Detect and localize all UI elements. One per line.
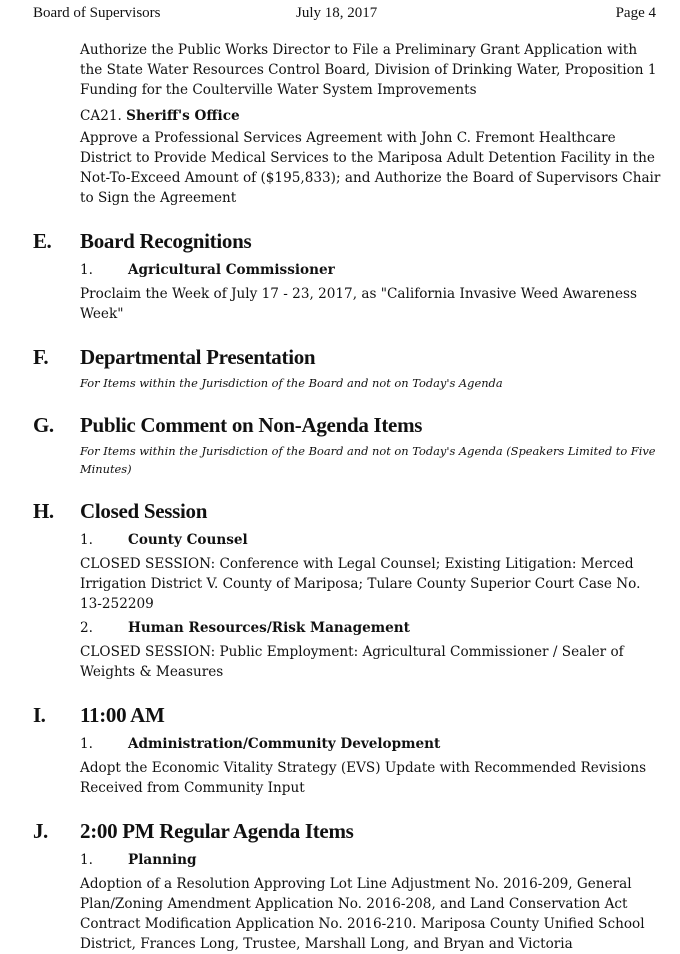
item-title: County Counsel (128, 532, 248, 548)
section-g-heading (33, 412, 663, 440)
section-h-item-1-heading (80, 530, 663, 550)
section-j-item-1-heading (80, 850, 663, 870)
section-h-letter: H. (33, 499, 54, 523)
section-h-title: Closed Session (80, 499, 208, 523)
section-i-title: 11:00 AM (80, 703, 165, 727)
section-h-item-2-heading (80, 618, 663, 638)
ca21-paragraph: Approve a Professional Services Agreement with John C. Fremont Healthcare District to Provide Medical Services to the Mariposa Adult Detention Facility in the Not-To-Exceed Amount of ($195,833); and Authorize the Board of Supervisors Chair to Sign the Agreement (80, 130, 661, 206)
section-f (33, 344, 663, 392)
section-g (33, 412, 663, 478)
ca21-code: CA21. (80, 108, 122, 124)
section-j-letter: J. (33, 819, 48, 843)
section-e-heading (33, 228, 663, 256)
item-number: 1. (80, 852, 93, 868)
header-board-title: Board of Supervisors (33, 5, 161, 21)
section-e (33, 228, 663, 324)
section-j-item-1-text: Adoption of a Resolution Approving Lot Line Adjustment No. 2016-209, General Plan/Zoning Amendment Application No. 2016-208, and Land Conservation Act Contract Modification Application No. 2016-210. Mariposa County Unified School District, Frances Long, Trustee, Marshall Long, and Bryan and Victoria (80, 876, 645, 952)
section-j (33, 818, 663, 954)
section-h-item-2-text: CLOSED SESSION: Public Employment: Agricultural Commissioner / Sealer of Weights & Measures (80, 644, 624, 680)
section-j-title: 2:00 PM Regular Agenda Items (80, 819, 354, 843)
section-f-note: For Items within the Jurisdiction of the Board and not on Today's Agenda (80, 376, 503, 390)
section-e-letter: E. (33, 229, 52, 253)
section-g-title: Public Comment on Non-Agenda Items (80, 413, 423, 437)
section-g-letter: G. (33, 413, 54, 437)
header-page-number: Page 4 (615, 5, 656, 21)
item-title: Human Resources/Risk Management (128, 620, 410, 636)
item-number: 1. (80, 262, 93, 278)
section-g-note: For Items within the Jurisdiction of the Board and not on Today's Agenda (Speakers Limited to Five Minutes) (80, 444, 656, 476)
item-title: Planning (128, 852, 197, 868)
section-e-title: Board Recognitions (80, 229, 252, 253)
item-number: 1. (80, 532, 93, 548)
section-f-heading (33, 344, 663, 372)
section-i-item-1-heading (80, 734, 663, 754)
section-h (33, 498, 663, 682)
item-number: 1. (80, 736, 93, 752)
section-e-item-1-text: Proclaim the Week of July 17 - 23, 2017, as "California Invasive Weed Awareness Week" (80, 286, 637, 322)
section-i-heading (33, 702, 663, 730)
ca21-heading (80, 106, 663, 126)
item-title: Administration/Community Development (128, 736, 441, 752)
section-i-letter: I. (33, 703, 46, 727)
item-title: Agricultural Commissioner (128, 262, 335, 278)
item-number: 2. (80, 620, 93, 636)
agenda-content (33, 40, 663, 954)
intro-paragraph: Authorize the Public Works Director to File a Preliminary Grant Application with the State Water Resources Control Board, Division of Drinking Water, Proposition 1 Funding for the Coulterville Water System Improvements (80, 42, 657, 98)
section-f-title: Departmental Presentation (80, 345, 316, 369)
section-j-heading (33, 818, 663, 846)
header-date: July 18, 2017 (296, 5, 378, 21)
section-e-item-1-heading (80, 260, 663, 280)
section-i-item-1-text: Adopt the Economic Vitality Strategy (EVS) Update with Recommended Revisions Received from Community Input (80, 760, 647, 796)
section-i (33, 702, 663, 798)
page-header (33, 5, 656, 23)
section-f-letter: F. (33, 345, 49, 369)
section-h-heading (33, 498, 663, 526)
section-h-item-1-text: CLOSED SESSION: Conference with Legal Counsel; Existing Litigation: Merced Irrigation District V. County of Mariposa; Tulare County Superior Court Case No. 13-252209 (80, 556, 641, 612)
ca21-title: Sheriff's Office (126, 108, 240, 124)
